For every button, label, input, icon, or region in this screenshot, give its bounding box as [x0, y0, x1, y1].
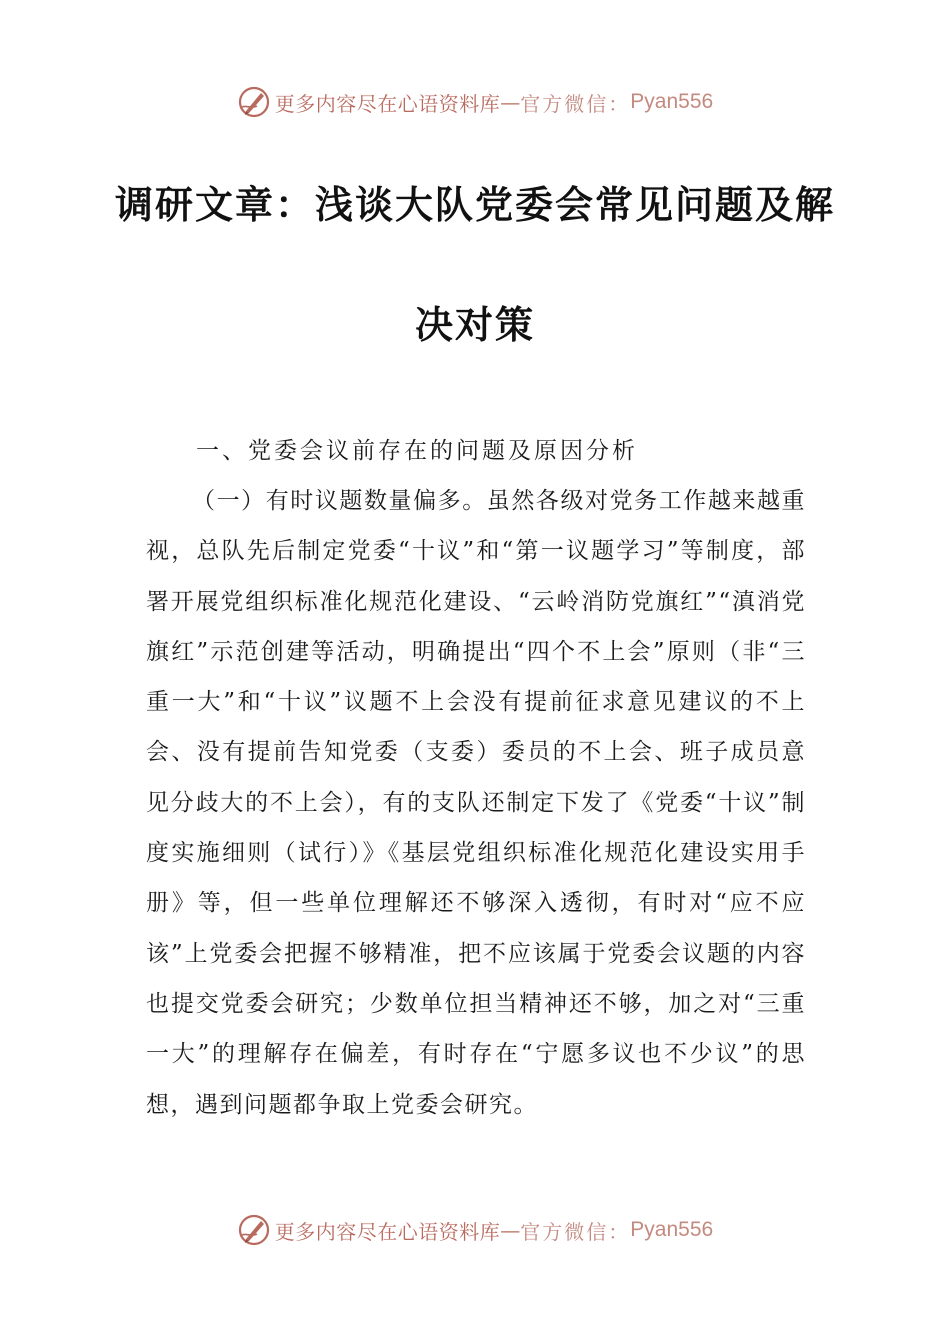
- watermark-wechat-label: 官方微信：: [520, 91, 631, 116]
- watermark-separator: —: [500, 1218, 521, 1242]
- watermark-slogan: 更多内容尽在心语资料库: [274, 1219, 501, 1244]
- watermark-wechat-id: Pyan556: [630, 90, 714, 113]
- section-heading: 一、党委会议前存在的问题及原因分析: [196, 438, 638, 464]
- document-title-line-2: 决对策: [414, 302, 535, 347]
- footer-watermark: [0, 1210, 950, 1250]
- watermark-slogan: 更多内容尽在心语资料库: [274, 91, 501, 116]
- pen-circle-logo-icon: [237, 1213, 271, 1247]
- watermark-wechat-label: 官方微信：: [520, 1219, 631, 1244]
- header-watermark: [0, 82, 950, 122]
- body-paragraph: （一）有时议题数量偏多。虽然各级对党务工作越来越重视，总队先后制定党委“十议”和“第一议题学习”等制度，部署开展党组织标准化规范化建设、“云岭消防党旗红”“滇消党旗红”示范创建等活动，明确提出“四个不上会”原则（非“三重一大”和“十议”议题不上会没有提前征求意见建议的不上会、没有提前告知党委（支委）委员的不上会、班子成员意见分歧大的不上会），有的支队还制定下发了《党委“十议”制度实施细则（试行）》《基层党组织标准化规范化建设实用手册》等，但一些单位理解还不够深入透彻，有时对“应不应该”上党委会把握不够精准，把不应该属于党委会议题的内容也提交党委会研究；少数单位担当精神还不够，加之对“三重一大”的理解存在偏差，有时存在“宁愿多议也不少议”的思想，遇到问题都争取上党委会研究。: [146, 488, 806, 1118]
- watermark-separator: —: [500, 90, 521, 114]
- document-title-line-1: 调研文章：浅谈大队党委会常见问题及解: [114, 182, 835, 227]
- watermark-wechat-id: Pyan556: [630, 1218, 714, 1241]
- pen-circle-logo-icon: [237, 85, 271, 119]
